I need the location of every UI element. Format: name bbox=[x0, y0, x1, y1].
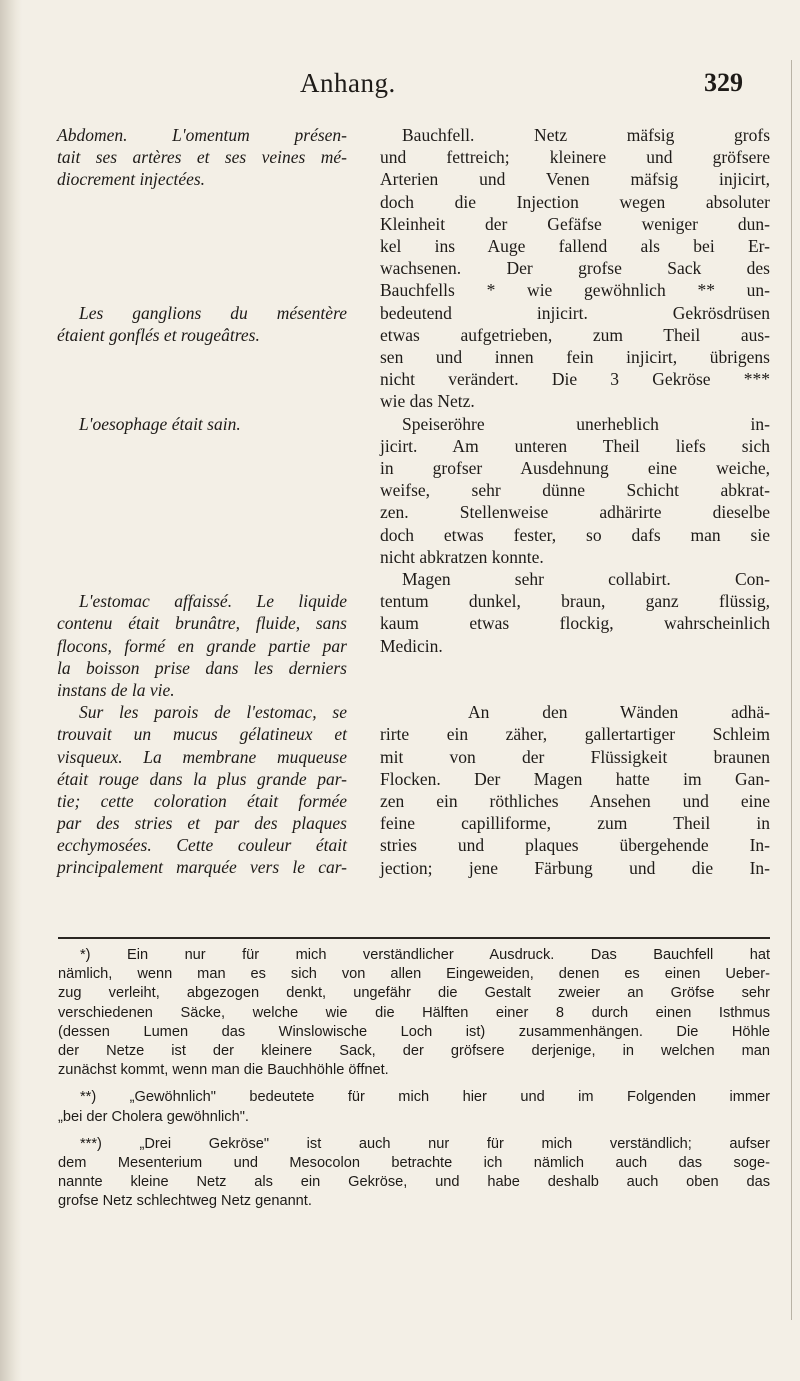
text-line: Medicin. bbox=[380, 635, 443, 656]
text-line: Arterien und Venen mäfsig injicirt, bbox=[380, 169, 770, 190]
text-line: wie das Netz. bbox=[380, 391, 475, 412]
text-line: nannte kleine Netz als ein Gekröse, und habe deshalb auch oben das bbox=[58, 1174, 770, 1191]
paragraph-waende bbox=[380, 701, 770, 879]
text-line: Bauchfells * wie gewöhnlich ** un- bbox=[380, 280, 770, 301]
text-line: tie; cette coloration était formée bbox=[57, 790, 347, 811]
text-line: Flocken. Der Magen hatte im Gan- bbox=[380, 768, 770, 789]
footnote-1 bbox=[58, 946, 770, 1080]
text-line: doch die Injection wegen absoluter bbox=[380, 191, 770, 212]
text-line: rirte ein zäher, gallertartiger Schleim bbox=[380, 724, 770, 745]
text-line: Sur les parois de l'estomac, se bbox=[79, 702, 347, 723]
text-line: était rouge dans la plus grande par- bbox=[57, 768, 347, 789]
text-line: nämlich, wenn man es sich von allen Eingeweiden, denen es einen Ueber- bbox=[58, 966, 770, 983]
text-line: diocrement injectées. bbox=[57, 169, 206, 190]
paragraph-oesophage bbox=[57, 413, 347, 435]
text-line: L'estomac affaissé. Le liquide bbox=[79, 591, 347, 612]
text-line: Kleinheit der Gefäfse weniger dun- bbox=[380, 213, 770, 234]
footnote-divider bbox=[58, 937, 770, 939]
text-line: tait ses artères et ses veines mé- bbox=[57, 147, 347, 168]
text-line: la boisson prise dans les derniers bbox=[57, 657, 347, 678]
text-line: jicirt. Am unteren Theil liefs sich bbox=[380, 435, 770, 456]
text-line: ***) „Drei Gekröse" ist auch nur für mich verständlich; aufser bbox=[80, 1135, 770, 1152]
text-line: L'oesophage était sain. bbox=[79, 413, 241, 434]
paragraph-ganglions bbox=[57, 302, 347, 346]
text-line: jection; jene Färbung und die In- bbox=[380, 857, 770, 878]
page-header bbox=[0, 68, 800, 104]
text-line: nicht abkratzen konnte. bbox=[380, 546, 544, 567]
text-line: Abdomen. L'omentum présen- bbox=[57, 125, 347, 145]
text-line: in grofser Ausdehnung eine weiche, bbox=[380, 457, 770, 478]
text-line: der Netze ist der kleinere Sack, der gröfsere derjenige, in welchen man bbox=[58, 1042, 770, 1059]
paragraph-bauchfell bbox=[380, 124, 770, 412]
page-gutter-shadow bbox=[0, 0, 22, 1381]
text-line: tentum dunkel, braun, ganz flüssig, bbox=[380, 591, 770, 612]
text-line: weifse, sehr dünne Schicht abkrat- bbox=[380, 480, 770, 501]
paragraph-abdomen bbox=[57, 124, 347, 191]
text-line: und fettreich; kleinere und gröfsere bbox=[380, 147, 770, 168]
text-line: zen ein röthliches Ansehen und eine bbox=[380, 790, 770, 811]
text-line: principalement marquée vers le car- bbox=[57, 857, 347, 878]
text-line: Les ganglions du mésentère bbox=[79, 302, 347, 323]
page-number: 329 bbox=[704, 68, 743, 97]
text-line: feine capilliforme, zum Theil in bbox=[380, 813, 770, 834]
text-line: kaum etwas flockig, wahrscheinlich bbox=[380, 613, 770, 634]
text-line: Bauchfell. Netz mäfsig grofs bbox=[402, 125, 770, 145]
text-line: trouvait un mucus gélatineux et bbox=[57, 724, 347, 745]
footnote-2 bbox=[58, 1088, 770, 1126]
text-line: instans de la vie. bbox=[57, 679, 175, 700]
text-line: (dessen Lumen das Winslowische Loch ist) zusammenhängen. Die Höhle bbox=[58, 1023, 770, 1040]
text-line: par des stries et par des plaques bbox=[57, 813, 347, 834]
running-head: Anhang. bbox=[300, 68, 396, 98]
text-line: stries und plaques übergehende In- bbox=[380, 835, 770, 856]
text-line: dem Mesenterium und Mesocolon betrachte ich nämlich auch das soge- bbox=[58, 1154, 770, 1171]
text-line: nicht verändert. Die 3 Gekröse *** bbox=[380, 369, 770, 390]
text-line: Speiseröhre unerheblich in- bbox=[402, 413, 770, 434]
text-line: ecchymosées. Cette couleur était bbox=[57, 835, 347, 856]
text-line: grofse Netz schlechtweg Netz genannt. bbox=[58, 1193, 312, 1210]
footnote-3 bbox=[58, 1135, 770, 1212]
text-line: etwas aufgetrieben, zum Theil aus- bbox=[380, 324, 770, 345]
text-line: Magen sehr collabirt. Con- bbox=[402, 569, 770, 589]
text-line: doch etwas fester, so dafs man sie bbox=[380, 524, 770, 545]
text-line: wachsenen. Der grofse Sack des bbox=[380, 258, 770, 279]
text-line: zunächst kommt, wenn man die Bauchhöhle öffnet. bbox=[58, 1062, 389, 1079]
paragraph-estomac bbox=[57, 590, 347, 878]
text-line: An den Wänden adhä- bbox=[468, 702, 770, 723]
paragraph-magen bbox=[380, 568, 770, 657]
text-line: „bei der Cholera gewöhnlich". bbox=[58, 1108, 249, 1125]
page-edge-line bbox=[791, 60, 792, 1320]
text-line: **) „Gewöhnlich" bedeutete für mich hier und im Folgenden immer bbox=[80, 1089, 770, 1106]
text-line: bedeutend injicirt. Gekrösdrüsen bbox=[380, 302, 770, 323]
text-line: visqueux. La membrane muqueuse bbox=[57, 746, 347, 767]
text-line: étaient gonflés et rougeâtres. bbox=[57, 324, 260, 345]
text-line: zen. Stellenweise adhärirte dieselbe bbox=[380, 502, 770, 523]
text-line: sen und innen fein injicirt, übrigens bbox=[380, 346, 770, 367]
text-line: kel ins Auge fallend als bei Er- bbox=[380, 235, 770, 256]
text-line: mit von der Flüssigkeit braunen bbox=[380, 746, 770, 767]
text-line: zug verleiht, abgezogen denkt, ungefähr die Gestalt zweier an Gröfse sehr bbox=[58, 985, 770, 1002]
footnotes bbox=[58, 946, 770, 1211]
text-line: contenu était brunâtre, fluide, sans bbox=[57, 613, 347, 634]
text-line: flocons, formé en grande partie par bbox=[57, 635, 347, 656]
text-line: *) Ein nur für mich verständlicher Ausdruck. Das Bauchfell hat bbox=[80, 947, 770, 963]
paragraph-speiseroehre bbox=[380, 413, 770, 568]
text-line: verschiedenen Säcke, welche wie die Hälften einer 8 durch einen Isthmus bbox=[58, 1004, 770, 1021]
